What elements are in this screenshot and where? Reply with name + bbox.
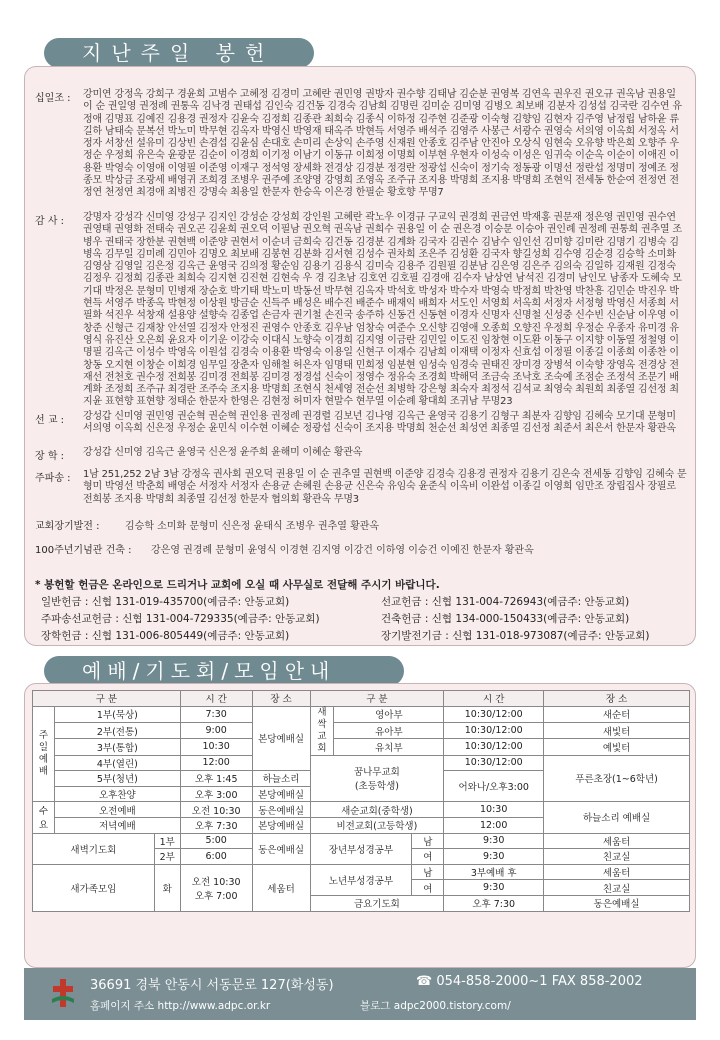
schedule-panel [24,683,696,968]
table-row [33,706,690,722]
service-name: 오전예배 [54,802,180,818]
dept-place: 예빛터 [544,739,690,755]
section-label: 교회장기발전 : [35,521,100,532]
study-time: 3부예배 후 [444,864,544,880]
col-header: 시 간 [444,691,544,707]
family-time-am: 오전 10:30 [191,876,241,888]
service-time: 10:30 [180,739,252,755]
dept-time: 10:30 [444,802,544,818]
study-place: 친교실 [544,849,690,865]
table-header-row [33,691,690,707]
table-row [33,722,690,738]
gender: 여 [412,849,444,865]
service-name: 5부(청년) [54,771,180,787]
table-row [33,739,690,755]
offering-notice [33,577,688,643]
church-address: 36691 경북 안동시 서동문로 127(화성동) [90,978,334,993]
dept-place: 하늘소리 예배실 [544,802,690,833]
section-label: 장 학 : [35,451,65,462]
dawn-part: 1부 [154,833,180,849]
table-row [33,833,690,849]
service-time: 7:30 [180,706,252,722]
dept-name: 새순교회(중학생) [310,802,444,818]
account-mission: 선교헌금 : 신협 131-004-726943(예금주: 안동교회) [381,596,630,608]
study-place: 친교실 [544,880,690,896]
kkum-subtitle: (초등학생) [354,781,399,793]
account-building: 건축헌금 : 신협 134-000-150433(예금주: 안동교회) [381,613,630,625]
section-names: 강은영 권경례 문형미 윤영식 이경현 김지영 이강건 이하영 이승건 이예진 한문자 황관옥 [151,545,534,556]
dept-name: 유치부 [334,739,444,755]
dept-time: 10:30/12:00 [444,706,544,722]
dept-place: 새순터 [544,706,690,722]
section-names: 강명자 강성각 신미영 강성구 김지인 강성순 강성희 강인원 고혜란 곽노우 이경규 구교익 권경희 권금연 박재홍 권문재 정은영 권민영 권수연 권영태 권영화 전태숙 권오곤 김윤희 권오덕 이필남 권오혁 권옥남 권희수 권용일 이 순 권은경 이승문 이승아 권인례 권정례 권통희 권추열 조병우 권태국 장한분 권현백 이준양 권현서 이순녀 금희숙 김건동 김경분 김계화 김국자 김권수 김남수 임인선 김미향 김미란 김명기 김병숙 김병옥 김무일 김미례 김민아 김명오 최보배 김봉현 김분화 김서현 김성수 권차희 조은주 김성환 김국자 향길성희 김수영 김순경 김승학 소미화 김영삼 김영일 김은정 김옥근 윤영국 김의정 황순임 김용기 김용식 김미숙 김용주 김원필 김분남 김은영 김은주 김의숙 김일하 김재원 김정숙 김정우 김정희 김종관 최희숙 김지현 김진현 김현숙 우 경 김초남 김호연 김호필 김경애 김수자 남상연 남석진 김경미 남인모 남종자 도혜숙 모기대 박정은 문형미 민병재 장순호 박기태 박노미 박동선 박무현 김옥자 박석호 박성자 박수자 박영숙 박정희 박찬영 박찬흥 김민순 박진우 박현득 서영주 박종옥 박현정 이상원 방금순 신득주 배성은 배수진 배준수 배재익 배희자 서도인 서영희 서옥희 서정자 서정형 박영신 서종희 서필화 석진우 석창재 설용양 설향숙 김종업 손금자 권기철 손진국 송주하 신동건 신동현 이경자 신명자 신명철 신성중 신수빈 신순남 이우영 이창준 신형근 김재창 안선열 김정자 안정진 권영수 안종호 김우남 엄창숙 여준수 오신향 김영애 오종희 오향진 우정희 우정순 우종자 유미경 유영식 유진산 오은희 윤요자 이기운 이강숙 이대식 노향숙 이경희 김지영 이금란 김민일 이도진 임창현 이도환 이동구 이지향 이동열 정철영 이명필 김옥근 이성수 박영옥 이원섭 김경숙 이용환 박영숙 이용일 신현구 이재수 김남희 이재택 이정자 신효섭 이정필 이종길 이종희 이종찬 이창동 오지현 이창순 이희경 임무일 장춘자 임해철 허은자 임명태 민희정 임분현 임성숙 임경숙 권태진 장미경 장병석 이숙향 장영옥 전경상 전재선 전천호 권수정 전희봉 김미경 전희봉 김미경 정경섭 신숙이 정영수 정유숙 조경희 박해덕 조금숙 조낙호 조숙예 조점순 조정석 조문기 배계화 조정희 조주규 최경란 조주숙 조지용 박명희 조현식 천세영 전순선 최병학 강은형 최숙자 최정석 김석교 최영숙 최원희 최종열 김선정 최지윤 표현향 표현향 정태순 한문자 한영은 김현정 허미자 현말수 현무열 이순례 황대희 조귀남 무명23 [83,212,682,408]
dept-name: 영아부 [334,706,444,722]
wed-label: 수요 [33,802,55,833]
col-header: 장 소 [544,691,690,707]
service-name: 저녁예배 [54,817,180,833]
friday-name: 금요기도회 [310,895,444,911]
church-phone: ☎ 054-858-2000~1 FAX 858-2002 [416,974,643,989]
sunday-label [33,706,55,802]
dept-time: 10:30/12:00 [444,739,544,755]
family-time-pm: 오후 7:00 [194,890,238,902]
section-label: 십일조 : [35,93,71,104]
church-footer [24,968,696,1020]
church-cross-logo-icon [50,977,76,1009]
col-header: 구 분 [310,691,444,707]
service-name: 2부(전통) [54,722,180,738]
family-time [180,864,252,911]
service-place: 본당예배실 [252,817,310,833]
vertical-label-text: 새 싹 교 회 [317,706,327,754]
friday-place: 동은예배실 [544,895,690,911]
section-label: 선 교 : [35,415,65,426]
gender: 남 [412,864,444,880]
dept-time: 10:30/12:00 [444,755,544,771]
family-day: 화 [154,864,180,911]
service-name: 3부(통합) [54,739,180,755]
col-header: 장 소 [252,691,310,707]
account-general: 일반헌금 : 신협 131-019-435700(예금주: 안동교회) [41,596,290,608]
account-scholarship: 장학헌금 : 신협 131-006-805449(예금주: 안동교회) [41,630,290,642]
dept-name: 유아부 [334,722,444,738]
blog-link[interactable]: 블로그 adpc2000.tistory.com/ [360,1000,511,1012]
dept-place: 새빛터 [544,722,690,738]
service-name: 오후찬양 [54,786,180,802]
section-label: 감 사 : [35,216,65,227]
offering-section-banner: 지난주일 봉헌 [44,38,314,68]
saessak-label [310,706,334,755]
dawn-part: 2부 [154,849,180,865]
jang-label: 장년부성경공부 [310,833,412,864]
col-header: 구 분 [33,691,181,707]
service-time: 오전 10:30 [180,802,252,818]
gender: 여 [412,880,444,896]
section-names: 김승학 소미화 문형미 신은정 윤태식 조병우 권추열 황관옥 [125,521,380,532]
section-label: 100주년기념관 건축 : [35,545,132,556]
service-place: 본당예배실 [252,706,310,771]
study-time: 9:30 [444,880,544,896]
vertical-label-text: 주 일 예 배 [38,729,49,777]
section-names: 강성갑 신미영 김옥근 윤영국 신은정 윤주희 윤해미 이혜순 황관옥 [83,447,363,458]
family-place: 세움터 [252,864,310,911]
kkum-label [310,755,444,802]
service-time: 오후 3:00 [180,786,252,802]
service-place: 동은예배실 [252,802,310,818]
noin-label: 노년부성경공부 [310,864,412,895]
family-label: 새가족모임 [33,864,155,911]
dept-time: 어와나/오후3:00 [444,771,544,802]
section-names: 강성갑 신미영 권민영 권순혁 권순혁 권인용 권정례 권경렬 김보년 김나영 김옥근 윤영국 김용기 김형구 최분자 김향임 김혜숙 모기대 문형미 서의영 이옥희 신은정 우정순 윤민식 이수현 이혜순 정광섭 신숙이 조지용 박명희 천순선 최성연 최종열 김선정 최준서 최은서 한문자 황관옥 [83,411,676,435]
dept-name: 비전교회(고등학생) [310,817,444,833]
dawn-time: 6:00 [180,849,252,865]
kkum-title: 꿈나무교회 [353,767,400,779]
service-time: 오후 7:30 [180,817,252,833]
study-place: 세움터 [544,864,690,880]
dept-time: 12:00 [444,817,544,833]
service-time: 12:00 [180,755,252,771]
schedule-section-banner: 예배/기도회/모임안내 [44,656,404,686]
notice-title: * 봉헌할 헌금은 온라인으로 드리거나 교회에 오실 때 사무실로 전달해 주시기 바랍니다. [35,579,440,591]
study-time: 9:30 [444,849,544,865]
account-longterm: 장기발전기금 : 신협 131-018-973087(예금주: 안동교회) [381,630,650,642]
study-time: 9:30 [444,833,544,849]
section-label: 주파송 : [35,473,71,484]
section-names: 강미연 강정옥 강희구 경윤희 고범수 고혜정 김경미 고혜란 권민영 권방자 권수향 김태남 김순분 권영복 김연옥 권우진 권오규 권옥남 권용일 이 순 권일영 권정례 권통옥 김낙경 권태섭 김인숙 김건동 김경숙 김남희 김명린 김미순 김미영 김병오 최보배 김분자 김성섭 김국란 김수연 유정애 김명표 김예진 김용경 권정자 김윤숙 김정희 김종관 최희숙 김종식 이하정 김주현 김준광 이숙형 김향임 김현자 김주영 남정립 남하윤 류길하 남태숙 문복선 박노미 박무현 김옥자 박영신 박영재 태옥주 박현득 서영주 배석주 김영주 사봉근 서광수 권영숙 서의영 이옥희 서정옥 서정자 서창선 설유미 김상빈 손겸섭 김윤심 손대호 손미리 손상익 손주영 신재원 안종호 김주남 안진아 오상식 임현숙 오유향 박은희 오향주 우정순 우정희 유은숙 윤광문 김순이 이경희 이기정 이남기 이동규 이희정 이명희 이부현 우현자 이성숙 이성은 임귀숙 이순옥 이순이 이애진 이용환 박영숙 이영애 이영필 이준영 이재구 정석영 장세화 전경상 김경분 정경란 정광섭 신숙이 정기숙 정동광 이명선 정란섭 정명미 정예조 정종모 박상금 조광세 배영귀 조희경 조병우 권주예 조양영 강영희 조영옥 조주규 조지용 박명희 조지용 박명희 조현익 전세동 한순여 전정연 전정연 천정연 최경애 최병진 강명숙 최용일 한문자 한승옥 이은경 한필순 황호향 무명7 [83,89,682,199]
table-row [33,864,690,880]
section-names: 1남 251,252 2남 3남 강정옥 권사회 권오덕 권용일 이 순 권추열 권현백 이준양 김경숙 김용경 권정자 김용기 김은숙 전세동 김향임 김혜숙 문형미 박영선 박춘희 배영순 서정자 서정자 손용균 손혜원 손용균 신은숙 유임숙 윤준식 이옥비 이완섭 이종길 이영희 임만조 장립집사 장필로 전희봉 조지용 박명희 최종열 김선정 한문자 협의회 황관옥 무명3 [83,469,687,505]
schedule-table [32,690,690,912]
study-place: 세움터 [544,833,690,849]
service-name: 4부(열린) [54,755,180,771]
dawn-label: 새벽기도회 [33,833,155,864]
col-header: 시 간 [180,691,252,707]
service-time: 9:00 [180,722,252,738]
dawn-time: 5:00 [180,833,252,849]
account-dispatch: 주파송선교헌금 : 신협 131-004-729335(예금주: 안동교회) [41,613,320,625]
dept-time: 10:30/12:00 [444,722,544,738]
homepage-link[interactable]: 홈페이지 주소 http://www.adpc.or.kr [90,1000,271,1012]
service-name: 1부(묵상) [54,706,180,722]
dawn-place: 동은예배실 [252,833,310,864]
table-row [33,755,690,771]
gender: 남 [412,833,444,849]
service-place: 본당예배실 [252,786,310,802]
dept-place: 푸른초장(1~6학년) [544,755,690,802]
table-row [33,802,690,818]
offering-list-panel [24,66,696,646]
service-place: 하늘소리 [252,771,310,787]
service-time: 오후 1:45 [180,771,252,787]
friday-time: 오후 7:30 [444,895,544,911]
